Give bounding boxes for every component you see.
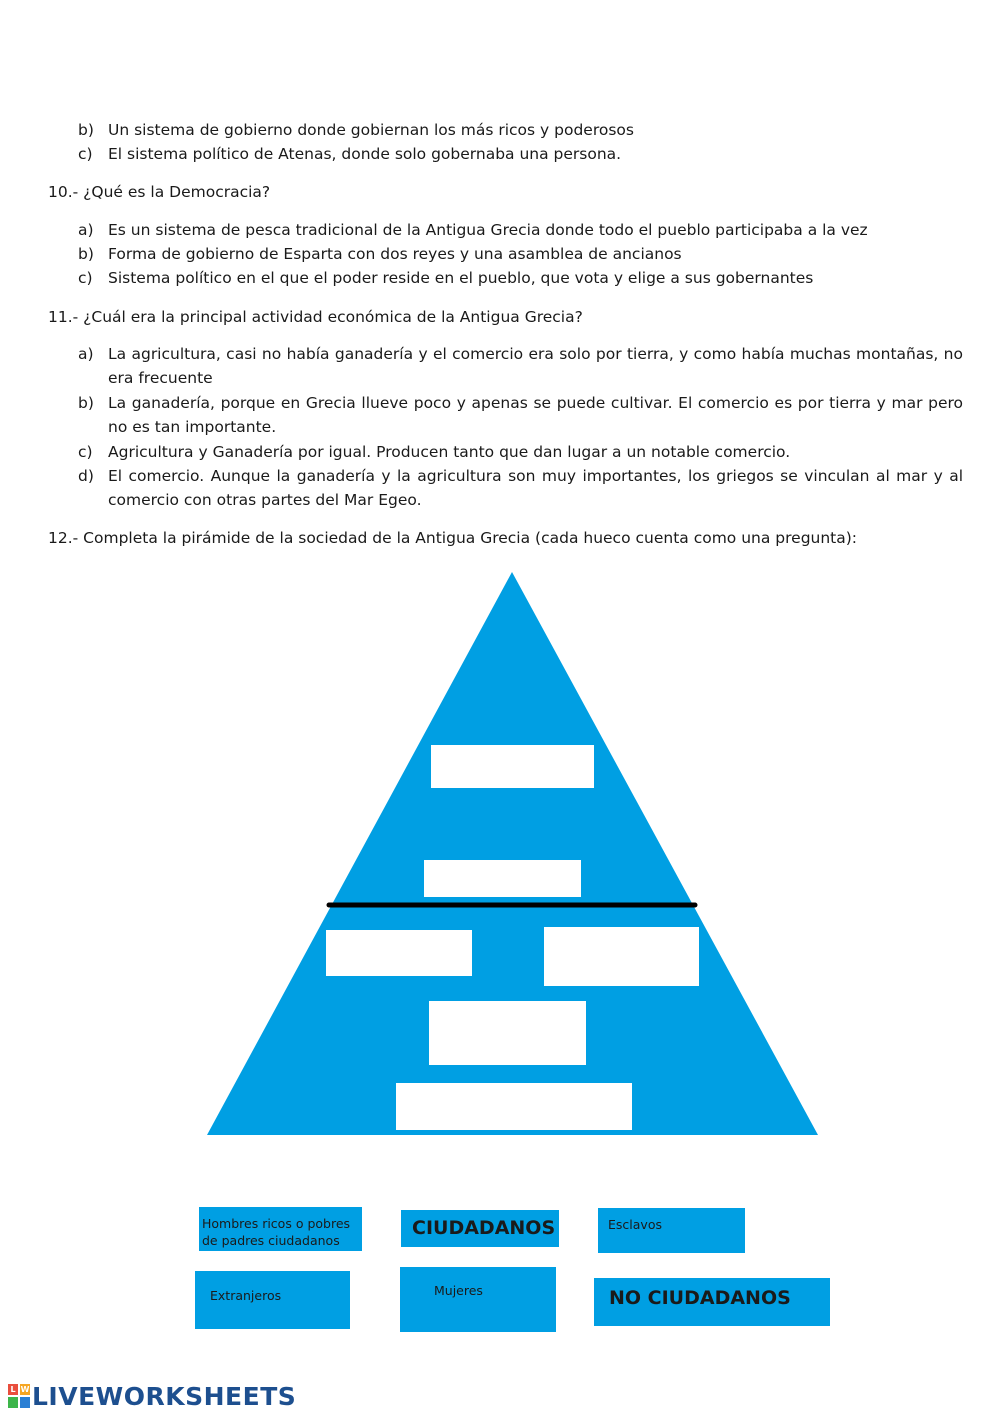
drop-slot-2[interactable]: [424, 860, 581, 897]
option-text: Sistema político en el que el poder reside en el pueblo, que vota y elige a sus gobernantes: [108, 269, 814, 287]
question-10: 10.- ¿Qué es la Democracia?: [48, 183, 271, 201]
drop-slot-3[interactable]: [326, 930, 472, 976]
option-text: Un sistema de gobierno donde gobiernan los más ricos y poderosos: [108, 121, 634, 139]
option-letter: c): [78, 443, 93, 461]
chip-mujeres[interactable]: Mujeres: [400, 1267, 556, 1332]
option-letter: b): [78, 394, 94, 412]
chip-extranjeros[interactable]: Extranjeros: [195, 1271, 350, 1329]
option-text: La agricultura, casi no había ganadería y el comercio era solo por tierra, y como había muchas montañas, no era frecuente: [108, 345, 963, 387]
option-text: El comercio. Aunque la ganadería y la agricultura son muy importantes, los griegos se vinculan al mar y al comercio con otras partes del Mar Egeo.: [108, 467, 963, 509]
chip-hombres[interactable]: Hombres ricos o pobres de padres ciudadanos: [199, 1207, 362, 1251]
logo-mark-icon: L W: [8, 1384, 30, 1408]
option-text: Agricultura y Ganadería por igual. Producen tanto que dan lugar a un notable comercio.: [108, 443, 791, 461]
liveworksheets-logo: [8, 1381, 296, 1411]
option-text: El sistema político de Atenas, donde solo gobernaba una persona.: [108, 145, 622, 163]
chip-ciudadanos[interactable]: CIUDADANOS: [401, 1210, 559, 1247]
option-letter: d): [78, 467, 94, 485]
question-12: 12.- Completa la pirámide de la sociedad de la Antigua Grecia (cada hueco cuenta como una pregunta):: [48, 529, 858, 547]
drop-slot-6[interactable]: [396, 1083, 632, 1130]
option-letter: a): [78, 345, 94, 363]
drop-slot-4[interactable]: [544, 927, 699, 986]
chip-esclavos[interactable]: Esclavos: [598, 1208, 745, 1253]
option-letter: b): [78, 245, 94, 263]
option-text: Forma de gobierno de Esparta con dos reyes y una asamblea de ancianos: [108, 245, 682, 263]
option-letter: c): [78, 269, 93, 287]
question-11: 11.- ¿Cuál era la principal actividad económica de la Antigua Grecia?: [48, 308, 583, 326]
option-letter: b): [78, 121, 94, 139]
option-text: Es un sistema de pesca tradicional de la Antigua Grecia donde todo el pueblo participaba a la vez: [108, 221, 868, 239]
option-text: La ganadería, porque en Grecia llueve poco y apenas se puede cultivar. El comercio es por tierra y mar pero no es tan importante.: [108, 394, 963, 436]
option-letter: a): [78, 221, 94, 239]
drop-slot-5[interactable]: [429, 1001, 586, 1065]
logo-wordmark: LIVEWORKSHEETS: [32, 1381, 297, 1411]
drop-slot-1[interactable]: [431, 745, 594, 788]
chip-no-ciudadanos[interactable]: NO CIUDADANOS: [594, 1278, 830, 1326]
option-letter: c): [78, 145, 93, 163]
